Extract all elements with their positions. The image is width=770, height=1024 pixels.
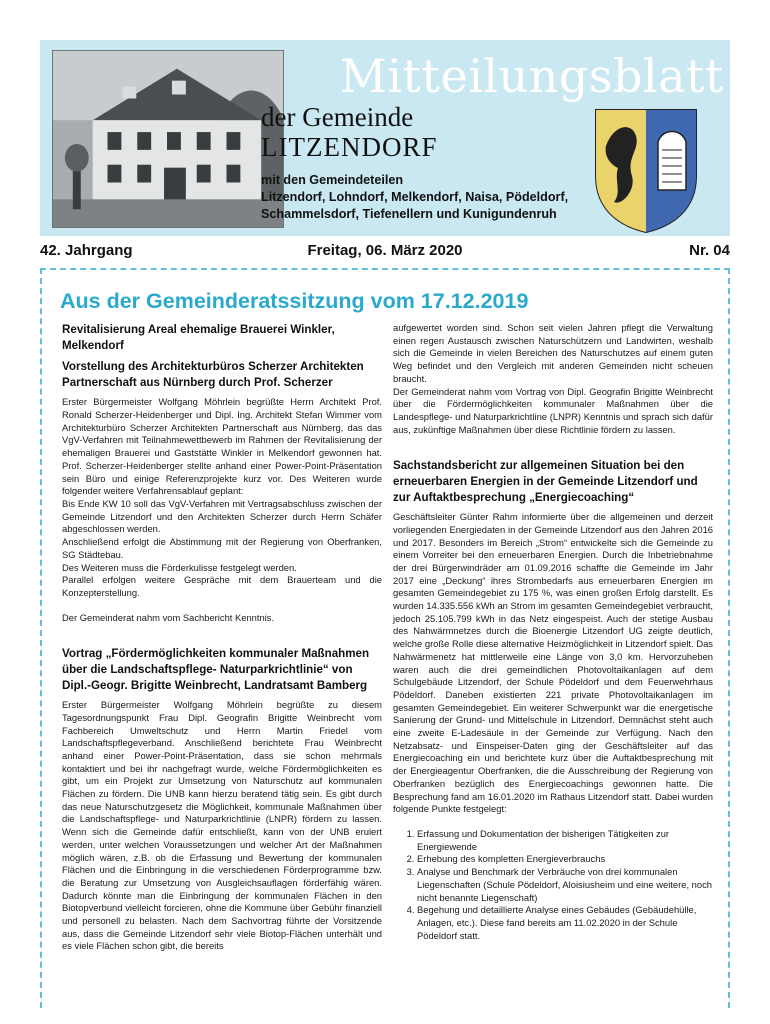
section-1-paragraph: Erster Bürgermeister Wolfgang Möhrlein begrüßte Herrn Architekt Prof. Ronald Scherzer-Heidenberger und Dipl. Ing. Architekt Stefan Wimmer vom Architekturbüro Scherzer Architekten Partnerschaft aus Nürnberg, das das VgV-Verfahren mit Teilnahmewettbewerb im Rahmen der Revitalisierung der ehemaligen Brauerei und Gaststätte Winkler in Melkendorf gewonnen hat. Prof. Scherzer-Heidenberger stellte anhand einer Power-Point-Präsentation sein Büro und einige Referenzprojekte kurz vor. Des Weiteren wurde folgender weitere Verfahrensablauf geplant: <box>62 396 382 497</box>
section-1-paragraph: Anschließend erfolgt die Abstimmung mit der Regierung von Oberfranken, SG Städtebau. <box>62 536 382 560</box>
section-2-paragraph: Erster Bürgermeister Wolfgang Möhrlein begrüßte zu diesem Tagesordnungspunkt Frau Dipl. Geografin Brigitte Weinbrecht vom Fachbereich Umweltschutz und Herrn Martin Friedel vom Landschaftspflegeverband. Anschließend berichtete Frau Weinbrecht anhand einer Power-Point-Präsentation, dass sie schon mehrmals kontaktiert und bei ihr nachgefragt wurde, welche Fördermöglichkeiten es gibt, um ein Projekt zur Umsetzung von Naturschutz auf kommunalen Flächen zu fördern. Die UNB kann hierzu beratend tätig sein. Es gibt durch das neue Naturschutzgesetz die Möglichkeit, kommunale Maßnahmen über die Landschaftspflege- und Naturparkrichtlinie (LNPR) fördern zu lassen. Wenn sich die Gemeinde dafür entschließt, kann von der UNB eruiert werden, unter welchen Voraussetzungen und welcher Art der Maßnahmen möglich wären, z.B. ob die Erfassung und Bewertung der kommunalen Flächen und die Einbringung in die verschiedenen Förderprogramme bzw. die Beratung zur Umsetzung von Ausgleichsauflagen förderfähig wären. Dadurch könnte man die Einbringung der kommunalen Flächen in den Biotopverbund vielleicht forcieren, ohne die Kommune über Gebühr finanziell und personell zu belasten. Nach dem Sachvortrag führte der Vorsitzende aus, dass die Gemeinde Litzendorf sehr viele Biotop-Flächen unterhält und es viele Flächen schon gibt, die bereits <box>62 699 382 952</box>
left-column <box>62 322 382 953</box>
right-column <box>393 322 713 942</box>
districts-block <box>261 172 641 223</box>
section-1-note: Der Gemeinderat nahm vom Sachbericht Kenntnis. <box>62 611 275 623</box>
section-3-paragraph: Geschäftsleiter Günter Rahm informierte über die allgemeinen und derzeit vorliegenden Energiedaten in der Gemeinde Litzendorf aus den Jahren 2016 und 2017. Besonders im Bereich „Strom“ entwickelte sich die Gemeinde zu einem Vorreiter bei den erneuerbaren Energien. Durch die Inbetriebnahme der drei Bürgerwindräder am 01.09.2016 schaffte die Gemeinde im Jahr 2017 eine „Deckung“ ihres Strombedarfs aus erneuerbaren Energien im gesamten Gemeindegebiet zu 175 %, was einen großen Erfolg darstellt. Es wurden 14.335.556 kWh an Strom im gesamten Gemeindegebiet verbraucht, jedoch 25.105.799 kWh in das Netz eingespeist. Auch der stetige Ausbau des Nahwärmnetzes durch die Bioenergie Litzendorf UG zeigte deutlich, welche große Rolle diese alternative Heizmöglichkeit in Litzendorf spielt. Das Nahwärmenetz hat mittlerweile eine Länge von 3,0 km. Hervorzuheben waren auch die drei gemeindlichen Photovoltaikanlagen auf dem Schulgebäude Litzendorf, der Schule Pödeldorf und dem Feuerwehrhaus Pödeldorf. Daneben existierten 221 private Photovoltaikanlagen im gesamten Gemeindegebiet. Ein weiterer Schwerpunkt war die energetische Sanierung der Grund- und Mittelschule in Litzendorf. Demnächst steht auch eine zweite E-Ladesäule in der Gemeinde zur Verfügung. Nach den Netzabsatz- und Einspeiser-Daten ging der Geschäftsleiter auf das Energiecoaching ein und berichtete kurz über die Auftaktbesprechung mit der Energieagentur Oberfranken, die die Ausschreibung der Regierung von Oberfranken bezüglich des Energiecoachings gewonnen hatte. Die Besprechung fand am 16.01.2020 im Rathaus Litzendorf statt. Dabei wurden folgende Punkte festgelegt: <box>393 511 713 815</box>
section-2-heading: Vortrag „Fördermöglichkeiten kommunaler Maßnahmen über die Landschaftspflege- Naturparkrichtlinie“ von Dipl.-Geogr. Brigitte Weinbrecht, Landratsamt Bamberg <box>62 647 370 692</box>
newsletter-subtitle: der Gemeinde <box>261 102 414 132</box>
section-1-heading: Revitalisierung Areal ehemalige Brauerei Winkler, Melkendorf <box>62 323 335 352</box>
districts-intro: mit den Gemeindeteilen <box>261 173 404 187</box>
districts-list-1: Litzendorf, Lohndorf, Melkendorf, Naisa, Pödeldorf, <box>261 190 569 204</box>
masthead <box>40 40 730 236</box>
section-1-paragraph: Des Weiteren muss die Förderkulisse festgelegt werden. <box>62 561 297 573</box>
coat-of-arms-icon <box>592 106 700 234</box>
section-3-list <box>393 828 713 942</box>
town-hall-photo <box>52 50 284 228</box>
issue-number: Nr. 04 <box>689 242 730 259</box>
municipality-name: LITZENDORF <box>261 132 438 162</box>
list-item: 2. Erhebung des kompletten Energieverbrauchs <box>417 853 713 866</box>
article-headline: Aus der Gemeinderatssitzung vom 17.12.2019 <box>60 289 529 313</box>
section-3-heading: Sachstandsbericht zur allgemeinen Situation bei den erneuerbaren Energien in der Gemeinde Litzendorf und zur Auftaktbesprechung „Energiecoaching“ <box>393 459 698 504</box>
newsletter-title: Mitteilungsblatt <box>339 49 724 103</box>
list-item: 3. Analyse und Benchmark der Verbräuche von drei kommunalen Liegenschaften (Schule Pödeldorf, Aloisiusheim und eine weitere, noch nicht benannte Liegenschaft) <box>417 866 713 904</box>
section-1-paragraph: Parallel erfolgen weitere Gespräche mit dem Brauerteam und die Konzepterstellung. <box>62 574 382 598</box>
issue-volume: 42. Jahrgang <box>40 242 133 259</box>
issue-date: Freitag, 06. März 2020 <box>307 242 463 259</box>
section-1-paragraph: Bis Ende KW 10 soll das VgV-Verfahren mit Vertragsabschluss zwischen der Gemeinde Litzendorf und den Architekten Scherzer durch Herrn Schäfer abgeschlossen werden. <box>62 498 382 535</box>
section-2-conclusion: Der Gemeinderat nahm vom Vortrag von Dipl. Geografin Brigitte Weinbrecht über die Fördermöglichkeiten kommunaler Maßnahmen über die Landespflege- und Naturparkrichtline (LNPR) Kenntnis und sprach sich dafür aus, zukünftige Maßnahmen über diese Richtlinie fördern zu lassen. <box>393 385 713 435</box>
list-item: 4. Begehung und detaillierte Analyse eines Gebäudes (Gebäudehülle, Anlagen, etc.). Diese fand bereits am 11.02.2020 in der Schule Pödeldorf statt. <box>417 904 713 942</box>
issue-bar <box>40 242 730 262</box>
section-2-continued: aufgewertet worden sind. Schon seit vielen Jahren pflegt die Verwaltung einen regen Austausch zwischen Naturschützern und Landwirten, weshalb sich die Gemeinde in vielen Bereichen des Naturschutzes auf einem guten Weg befindet und den Vergleich mit anderen Gemeinden nicht scheuen braucht. <box>393 322 713 384</box>
list-item: 1. Erfassung und Dokumentation der bisherigen Tätigkeiten zur Energiewende <box>417 828 713 853</box>
section-1-subheading: Vorstellung des Architekturbüros Scherzer Architekten Partnerschaft aus Nürnberg durch Prof. Scherzer <box>62 360 364 389</box>
districts-list-2: Schammelsdorf, Tiefenellern und Kunigundenruh <box>261 207 557 221</box>
